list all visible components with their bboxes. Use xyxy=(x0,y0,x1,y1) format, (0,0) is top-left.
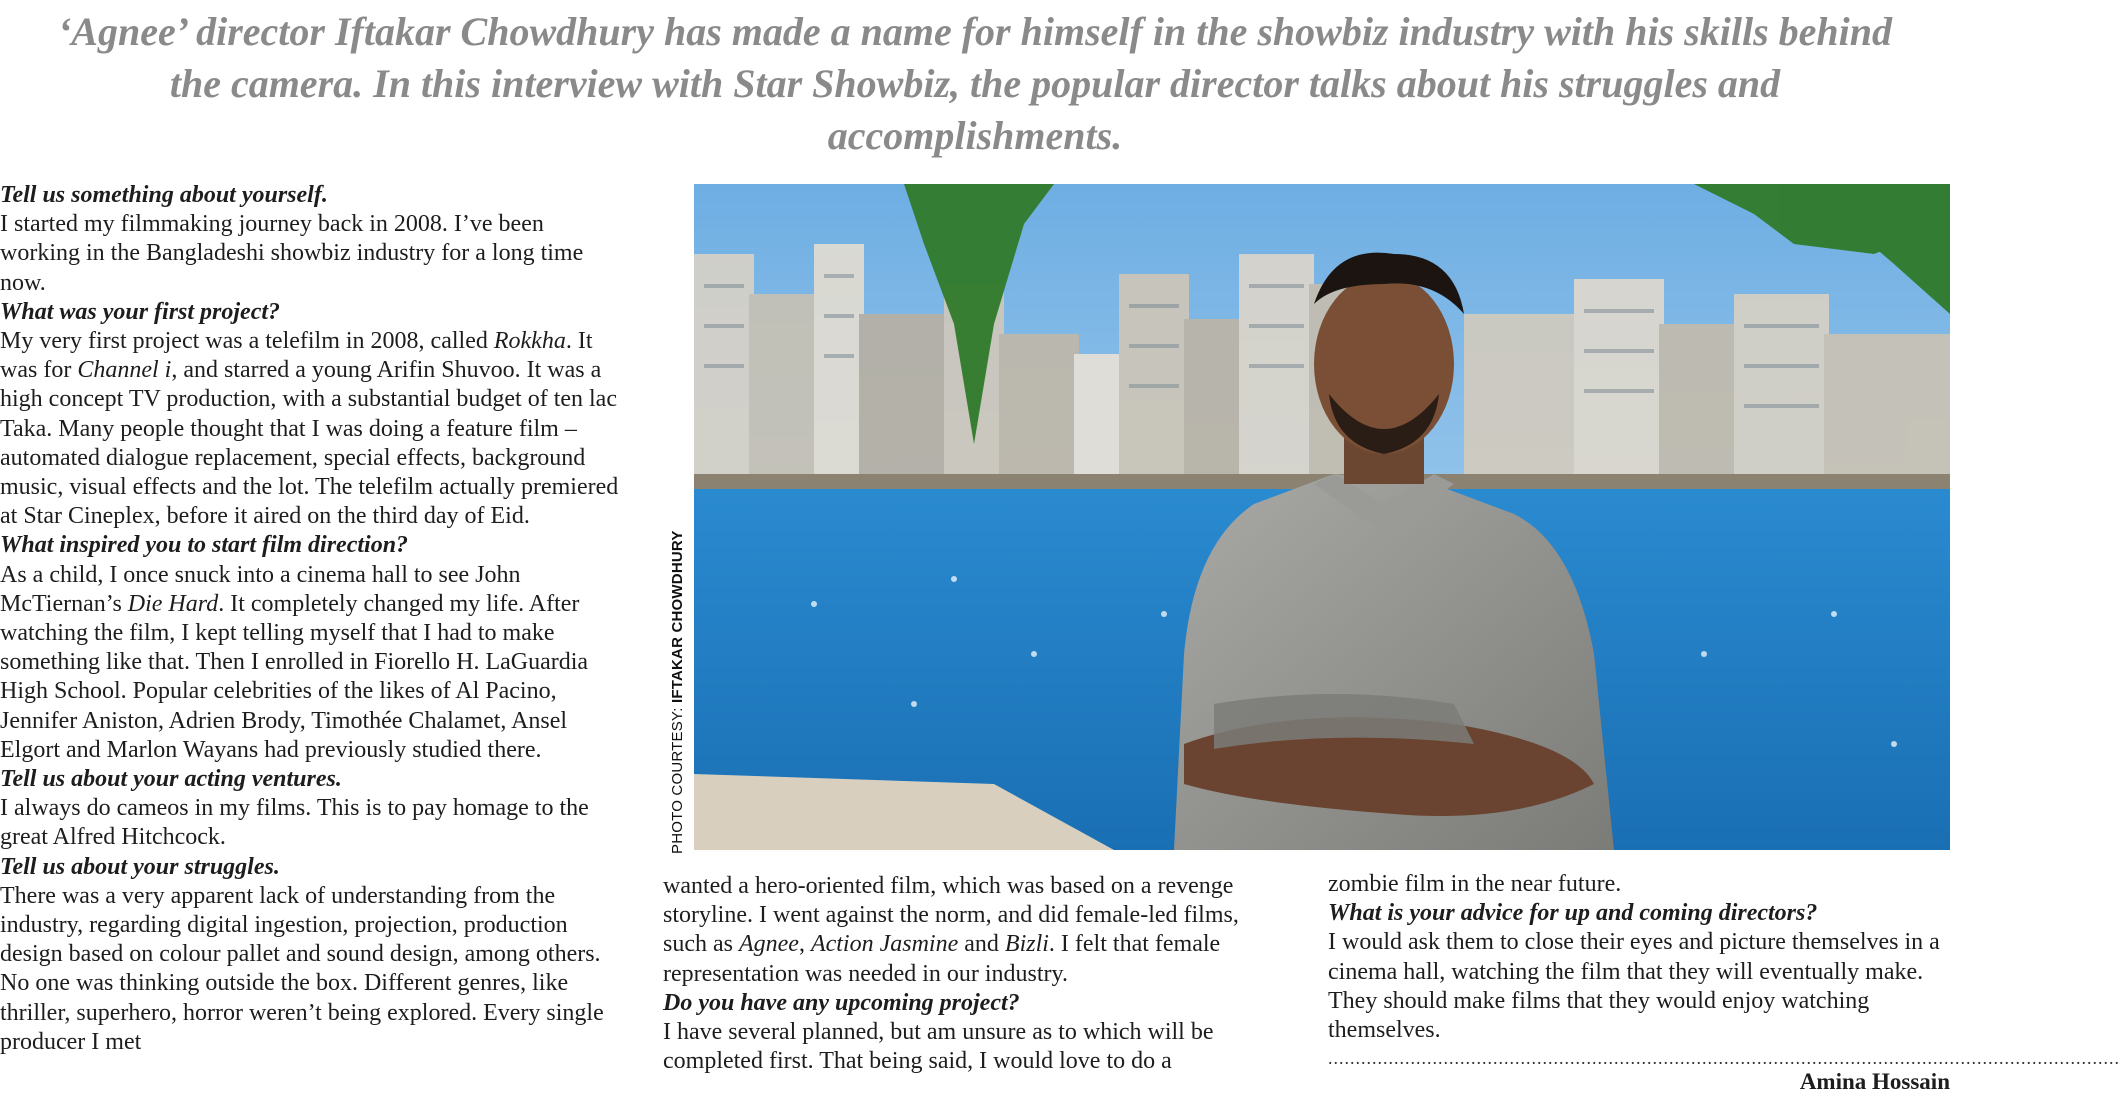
answer-text: As a child, I once snuck into a cinema hall to see John McTiernan’s xyxy=(0,561,521,617)
answer-upcoming-project: I have several planned, but am unsure as to which will be completed first. That being said, I would love to do a xyxy=(663,1019,1214,1075)
question-advice: What is your advice for up and coming directors? xyxy=(1328,900,1818,927)
article-column-3 xyxy=(1328,870,2120,1097)
title-die-hard: Die Hard xyxy=(127,590,219,617)
article-column-1 xyxy=(0,181,626,1057)
title-rokkha: Rokkha xyxy=(493,328,566,355)
question-upcoming-project: Do you have any upcoming project? xyxy=(663,989,1020,1016)
answer-text: . It completely changed my life. After watching the film, I kept telling myself that I had to make something like that. Then I enrolled in Fiorello H. LaGuardia High School. Popular celebrities of the likes of Al Pacino, Jennifer Aniston, Adrien Brody, Timothée Chalamet, Ansel Elgort and Marlon Wayans had previously studied there. xyxy=(0,590,589,763)
question-struggles: Tell us about your struggles. xyxy=(0,853,280,880)
answer-text: , xyxy=(798,931,811,958)
answer-advice: I would ask them to close their eyes and picture themselves in a cinema hall, watching the film that they will eventually make. They should make films that they would enjoy watching themselves. xyxy=(1328,929,1940,1044)
film-title-bizli: Bizli xyxy=(1004,931,1049,958)
film-title-action-jasmine: Action Jasmine xyxy=(810,931,959,958)
answer-about-yourself: I started my filmmaking journey back in 2008. I’ve been working in the Bangladeshi showbiz industry for a long time now. xyxy=(0,211,584,296)
answer-text: My very first project was a telefilm in 2008, called xyxy=(0,328,494,355)
photo-credit-prefix: PHOTO COURTESY: xyxy=(669,702,686,854)
question-about-yourself: Tell us something about yourself. xyxy=(0,182,328,208)
answer-text: , and starred a young Arifin Shuvoo. It was a high concept TV production, with a substantial budget of ten lac Taka. Many people thought that I was doing a feature film – automated dialogue replacement, special effects, background music, visual effects and the lot. The telefilm actually premiered at Star Cineplex, before it aired on the third day of Eid. xyxy=(0,357,619,530)
answer-first-project xyxy=(0,327,626,531)
answer-text: wanted a hero-oriented film, which was based on a revenge storyline. I went against the norm, and did female-led films, such as xyxy=(663,873,1239,958)
answer-inspiration xyxy=(0,561,626,765)
question-inspiration: What inspired you to start film direction? xyxy=(0,532,409,559)
portrait-photo-illustration xyxy=(694,184,1950,850)
answer-struggles: There was a very apparent lack of understanding from the industry, regarding digital ingestion, projection, production design based on colour pallet and sound design, among others. No one was thinking outside the box. Different genres, like thriller, superhero, horror weren’t being explored. Every single producer I met xyxy=(0,882,604,1055)
channel-name: Channel i xyxy=(77,357,172,384)
intro-standfirst: ‘Agnee’ director Iftakar Chowdhury has made a name for himself in the showbiz industry with his skills behind the camera. In this interview with Star Showbiz, the popular director talks about his struggles and accomplishments. xyxy=(57,9,1893,158)
question-acting: Tell us about your acting ventures. xyxy=(0,766,342,793)
answer-struggles-continued xyxy=(663,872,1278,989)
answer-text: . I felt that female representation was needed in our industry. xyxy=(663,931,1221,987)
answer-upcoming-project-continued: zombie film in the near future. xyxy=(1328,871,1622,897)
answer-acting: I always do cameos in my films. This is to pay homage to the great Alfred Hitchcock. xyxy=(0,795,589,851)
answer-text: . It was for xyxy=(0,328,593,384)
dotted-divider: ................................................................................................................................................ xyxy=(1328,1048,2120,1069)
photo-credit-name: IFTAKAR CHOWDHURY xyxy=(669,530,686,703)
question-first-project: What was your first project? xyxy=(0,298,281,325)
author-byline: Amina Hossain xyxy=(1799,1069,1950,1095)
portrait-photo xyxy=(694,184,1950,850)
article-column-2 xyxy=(663,872,1278,1076)
answer-text: and xyxy=(958,931,1005,958)
film-title-agnee: Agnee xyxy=(738,931,799,958)
photo-credit xyxy=(665,530,691,854)
